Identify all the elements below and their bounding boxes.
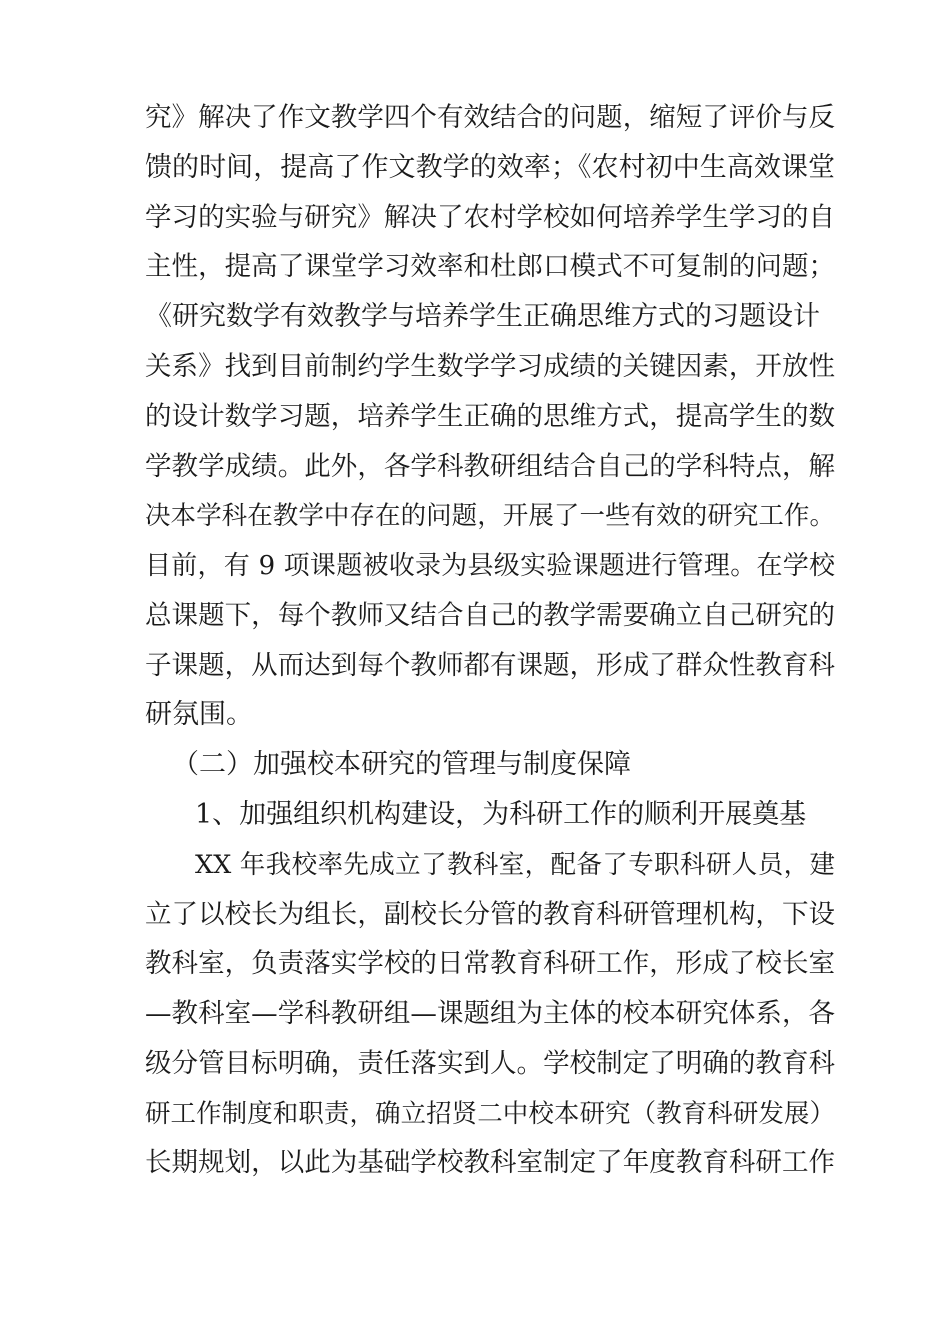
body-line-5: 《研究数学有效教学与培养学生正确思维方式的习题设计 bbox=[145, 301, 820, 332]
body-line-9: 决本学科在教学中存在的问题，开展了一些有效的研究工作。 bbox=[145, 501, 835, 531]
body-line-17: 立了以校长为组长，副校长分管的教育科研管理机构，下设 bbox=[145, 899, 835, 930]
body-line-2: 馈的时间，提高了作文教学的效率；《农村初中生高效课堂 bbox=[145, 152, 835, 183]
body-line-18: 教科室，负责落实学校的日常教育科研工作，形成了校长室 bbox=[145, 948, 835, 979]
body-line-20: 级分管目标明确，责任落实到人。学校制定了明确的教育科 bbox=[145, 1048, 835, 1079]
body-line-21: 研工作制度和职责，确立招贤二中校本研究（教育科研发展） bbox=[145, 1099, 835, 1129]
body-line-22: 长期规划，以此为基础学校教科室制定了年度教育科研工作 bbox=[145, 1147, 835, 1178]
section-heading: （二）加强校本研究的管理与制度保障 bbox=[172, 749, 631, 780]
subsection-heading: 1、加强组织机构建设，为科研工作的顺利开展奠基 bbox=[195, 799, 807, 830]
body-line-1: 究》解决了作文教学四个有效结合的问题，缩短了评价与反 bbox=[145, 102, 835, 133]
body-line-8: 学教学成绩。此外，各学科教研组结合自己的学科特点，解 bbox=[145, 451, 835, 482]
body-line-10: 目前，有 9 项课题被收录为县级实验课题进行管理。在学校 bbox=[145, 551, 835, 581]
body-line-13: 研氛围。 bbox=[145, 699, 253, 730]
body-line-12: 子课题，从而达到每个教师都有课题，形成了群众性教育科 bbox=[145, 650, 835, 681]
body-line-3: 学习的实验与研究》解决了农村学校如何培养学生学习的自 bbox=[145, 202, 835, 233]
body-line-6: 关系》找到目前制约学生数学学习成绩的关键因素，开放性 bbox=[145, 351, 835, 382]
body-line-11: 总课题下，每个教师又结合自己的教学需要确立自己研究的 bbox=[145, 600, 835, 631]
body-line-7: 的设计数学习题，培养学生正确的思维方式，提高学生的数 bbox=[145, 401, 835, 432]
body-line-19: —教科室—学科教研组—课题组为主体的校本研究体系，各 bbox=[145, 998, 835, 1029]
body-line-16: XX 年我校率先成立了教科室，配备了专职科研人员，建 bbox=[195, 850, 835, 880]
body-line-4: 主性，提高了课堂学习效率和杜郎口模式不可复制的问题； bbox=[145, 251, 835, 282]
